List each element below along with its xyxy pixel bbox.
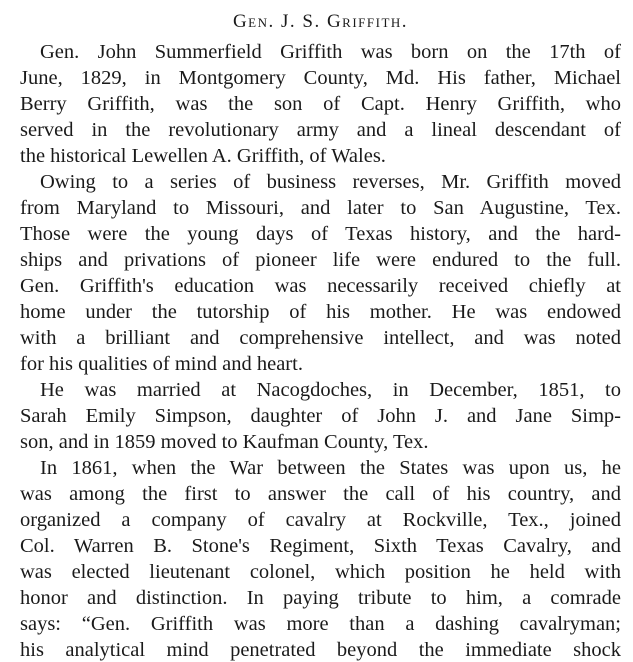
text-line: Owing to a series of business reverses, Mr. Griffith moved: [40, 171, 621, 193]
text-line: home under the tutorship of his mother. He was endowed: [20, 301, 621, 323]
text-line: Col. Warren B. Stone's Regiment, Sixth Texas Cavalry, and: [20, 535, 621, 557]
text-line: his analytical mind penetrated beyond the immediate shock: [20, 639, 621, 661]
text-line: son, and in 1859 moved to Kaufman County, Tex.: [20, 431, 429, 453]
text-line: was elected lieutenant colonel, which position he held with: [20, 561, 621, 583]
text-line: for his qualities of mind and heart.: [20, 353, 303, 375]
text-line: He was married at Nacogdoches, in December, 1851, to: [40, 379, 621, 401]
text-line: Gen. John Summerfield Griffith was born on the 17th of: [40, 41, 621, 63]
text-line: the historical Lewellen A. Griffith, of Wales.: [20, 145, 386, 167]
text-line: Those were the young days of Texas history, and the hard-: [20, 223, 621, 245]
text-line: Sarah Emily Simpson, daughter of John J. and Jane Simp-: [20, 405, 621, 427]
text-line: Berry Griffith, was the son of Capt. Henry Griffith, who: [20, 93, 621, 115]
text-line: with a brilliant and comprehensive intellect, and was noted: [20, 327, 621, 349]
text-line: ships and privations of pioneer life were endured to the full.: [20, 249, 621, 271]
text-line: served in the revolutionary army and a lineal descendant of: [20, 119, 621, 141]
text-line: June, 1829, in Montgomery County, Md. His father, Michael: [20, 67, 621, 89]
text-line: organized a company of cavalry at Rockville, Tex., joined: [20, 509, 621, 531]
text-line: was among the first to answer the call of his country, and: [20, 483, 621, 505]
text-line: Gen. Griffith's education was necessarily received chiefly at: [20, 275, 621, 297]
text-line: says: “Gen. Griffith was more than a dashing cavalryman;: [20, 613, 621, 635]
page-title: Gen. J. S. Griffith.: [232, 11, 409, 32]
text-line: from Maryland to Missouri, and later to San Augustine, Tex.: [20, 197, 621, 219]
text-line: honor and distinction. In paying tribute to him, a comrade: [20, 587, 621, 609]
text-line: In 1861, when the War between the States was upon us, he: [40, 457, 621, 479]
